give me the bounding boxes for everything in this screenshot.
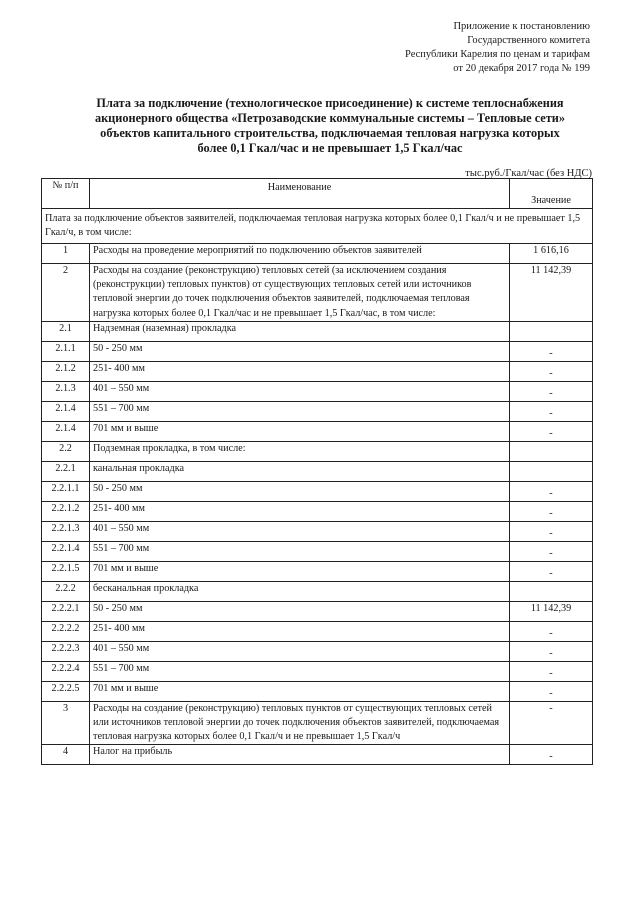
row-number: 2.2.2.1 xyxy=(42,601,90,621)
appendix-line: Государственного комитета xyxy=(467,35,590,46)
header-value: Значение xyxy=(510,179,593,209)
row-name: бесканальная прокладка xyxy=(90,581,510,601)
row-value xyxy=(510,321,593,341)
fee-table xyxy=(41,178,593,765)
row-number: 2.1 xyxy=(42,321,90,341)
table-row xyxy=(42,381,593,401)
row-name: 401 – 550 мм xyxy=(90,381,510,401)
row-name: Расходы на создание (реконструкцию) тепловых пунктов от существующих тепловых сетей или источников тепловой энергии до точек подключения объектов заявителей, подключаемая тепловая нагрузка которых более 0,1 Гкал/ч и не превышает 1,5 Гкал/ч xyxy=(90,701,510,745)
header-num: № п/п xyxy=(42,179,90,209)
row-value: - xyxy=(510,481,593,501)
row-value: - xyxy=(510,421,593,441)
appendix-line: от 20 декабря 2017 года № 199 xyxy=(453,63,590,74)
title-line: объектов капитального строительства, подключаемая тепловая нагрузка которых xyxy=(100,126,560,140)
row-value: - xyxy=(510,661,593,681)
row-value: - xyxy=(510,401,593,421)
row-value: - xyxy=(510,641,593,661)
table-row xyxy=(42,581,593,601)
title-line: акционерного общества «Петрозаводские коммунальные системы – Тепловые сети» xyxy=(94,111,566,125)
row-name: Расходы на создание (реконструкцию) тепловых сетей (за исключением создания (реконструкции) тепловых пунктов) от существующих тепловых сетей или источников тепловой энергии до точек подключения объектов заявителей, подключаемая тепловая нагрузка которых более 0,1 Гкал/час и не превышает 1,5 Гкал/час, в том числе: xyxy=(90,264,510,322)
row-value: - xyxy=(510,561,593,581)
row-name: Подземная прокладка, в том числе: xyxy=(90,441,510,461)
table-row xyxy=(42,321,593,341)
row-number: 2.2.2.5 xyxy=(42,681,90,701)
table-row xyxy=(42,501,593,521)
row-value: - xyxy=(510,501,593,521)
row-value: 1 616,16 xyxy=(510,244,593,264)
table-row xyxy=(42,541,593,561)
row-name: 551 – 700 мм xyxy=(90,401,510,421)
row-value: - xyxy=(510,361,593,381)
row-name: 50 - 250 мм xyxy=(90,481,510,501)
table-row xyxy=(42,561,593,581)
appendix-line: Приложение к постановлению xyxy=(453,21,590,32)
table-row xyxy=(42,661,593,681)
table-row xyxy=(42,244,593,264)
row-number: 4 xyxy=(42,745,90,765)
row-number: 2.2.1 xyxy=(42,461,90,481)
row-name: 251- 400 мм xyxy=(90,621,510,641)
row-name: 701 мм и выше xyxy=(90,421,510,441)
table-row xyxy=(42,421,593,441)
table-row xyxy=(42,641,593,661)
row-number: 2.1.4 xyxy=(42,401,90,421)
row-value: - xyxy=(510,621,593,641)
appendix-note xyxy=(390,20,590,76)
row-name: 401 – 550 мм xyxy=(90,521,510,541)
row-number: 2.2.1.3 xyxy=(42,521,90,541)
row-value: - xyxy=(510,341,593,361)
table-row xyxy=(42,745,593,765)
table-row xyxy=(42,601,593,621)
row-name: канальная прокладка xyxy=(90,461,510,481)
table-row xyxy=(42,481,593,501)
row-number: 2.1.1 xyxy=(42,341,90,361)
document-title xyxy=(60,96,600,156)
table-row xyxy=(42,341,593,361)
row-name: 551 – 700 мм xyxy=(90,541,510,561)
title-line: более 0,1 Гкал/час и не превышает 1,5 Гкал/час xyxy=(197,141,463,155)
row-name: 551 – 700 мм xyxy=(90,661,510,681)
header-name: Наименование xyxy=(90,179,510,209)
row-value: - xyxy=(510,745,593,765)
table-row xyxy=(42,264,593,322)
row-number: 2.2.1.4 xyxy=(42,541,90,561)
row-name: 401 – 550 мм xyxy=(90,641,510,661)
row-number: 2.1.4 xyxy=(42,421,90,441)
row-number: 2.2.2.2 xyxy=(42,621,90,641)
title-line: Плата за подключение (технологическое присоединение) к системе теплоснабжения xyxy=(96,96,564,110)
table-header-row xyxy=(42,179,593,209)
row-value: - xyxy=(510,521,593,541)
row-value xyxy=(510,461,593,481)
row-number: 3 xyxy=(42,701,90,745)
row-name: Надземная (наземная) прокладка xyxy=(90,321,510,341)
table-row xyxy=(42,521,593,541)
row-value: - xyxy=(510,541,593,561)
row-value: - xyxy=(510,381,593,401)
row-number: 1 xyxy=(42,244,90,264)
row-number: 2.2.2.3 xyxy=(42,641,90,661)
row-name: 251- 400 мм xyxy=(90,501,510,521)
row-number: 2.1.3 xyxy=(42,381,90,401)
row-number: 2.1.2 xyxy=(42,361,90,381)
row-name: 50 - 250 мм xyxy=(90,341,510,361)
row-name: 251- 400 мм xyxy=(90,361,510,381)
row-number: 2.2.2.4 xyxy=(42,661,90,681)
row-value: 11 142,39 xyxy=(510,264,593,322)
row-number: 2.2.1.2 xyxy=(42,501,90,521)
row-value xyxy=(510,441,593,461)
row-value: 11 142,39 xyxy=(510,601,593,621)
intro-text: Плата за подключение объектов заявителей, подключаемая тепловая нагрузка которых более 0,1 Гкал/ч и не превышает 1,5 Гкал/ч, в том числе: xyxy=(42,209,593,244)
units-label: тыс.руб./Гкал/час (без НДС) xyxy=(465,168,592,179)
row-name: 701 мм и выше xyxy=(90,561,510,581)
table-row xyxy=(42,681,593,701)
appendix-line: Республики Карелия по ценам и тарифам xyxy=(405,49,590,60)
table-row xyxy=(42,701,593,745)
row-value: - xyxy=(510,681,593,701)
row-name: Налог на прибыль xyxy=(90,745,510,765)
row-number: 2 xyxy=(42,264,90,322)
row-number: 2.2.2 xyxy=(42,581,90,601)
table-row xyxy=(42,621,593,641)
table-row xyxy=(42,401,593,421)
table-row xyxy=(42,361,593,381)
row-number: 2.2.1.1 xyxy=(42,481,90,501)
row-name: 50 - 250 мм xyxy=(90,601,510,621)
table-intro-row xyxy=(42,209,593,244)
row-number: 2.2.1.5 xyxy=(42,561,90,581)
row-value: - xyxy=(510,701,593,745)
row-number: 2.2 xyxy=(42,441,90,461)
table-row xyxy=(42,461,593,481)
table-row xyxy=(42,441,593,461)
row-name: Расходы на проведение мероприятий по подключению объектов заявителей xyxy=(90,244,510,264)
row-name: 701 мм и выше xyxy=(90,681,510,701)
row-value xyxy=(510,581,593,601)
